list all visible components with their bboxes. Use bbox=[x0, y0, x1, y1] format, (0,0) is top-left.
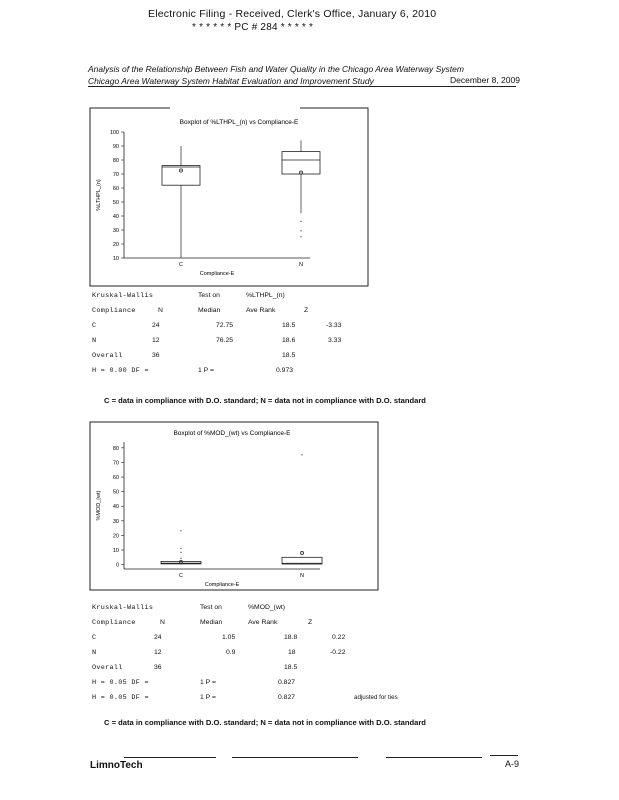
chart1-ytick-label-30: 30 bbox=[112, 228, 119, 234]
pc-number: * * * * * * PC # 284 * * * * * bbox=[192, 22, 314, 33]
t2-stat2-h: H = 0.05 DF = bbox=[92, 694, 149, 702]
chart1-ytick-label-80: 80 bbox=[112, 158, 119, 164]
t1-r2-median: 76.25 bbox=[216, 337, 234, 344]
chart2-c-outlier: * bbox=[180, 556, 182, 562]
chart2-c-outlier: * bbox=[180, 528, 182, 534]
t1-r3-group: Overall bbox=[92, 352, 123, 360]
t1-stat-p-label: 1 P = bbox=[198, 367, 214, 374]
title-rule bbox=[88, 86, 516, 87]
chart1-c-box bbox=[162, 166, 200, 186]
t1-r1-median: 72.75 bbox=[216, 322, 234, 329]
chart1-title: Boxplot of %LTHPL_(n) vs Compliance-E bbox=[179, 119, 299, 126]
report-title: Analysis of the Relationship Between Fish and Water Quality in the Chicago Area Waterway System bbox=[88, 64, 464, 74]
t2-r2-group: N bbox=[92, 649, 97, 657]
t2-r1-z: 0.22 bbox=[332, 634, 346, 641]
chart2-ytick-label-0: 0 bbox=[115, 562, 119, 569]
chart2-n-outlier: * bbox=[301, 452, 303, 458]
t2-header-teston: Test on bbox=[200, 604, 222, 611]
t1-stat-h: H = 0.00 DF = bbox=[92, 367, 149, 375]
t1-header-var: %LTHPL_(n) bbox=[246, 292, 285, 299]
chart1-n-box bbox=[282, 152, 320, 174]
t1-r2-z: 3.33 bbox=[328, 337, 342, 344]
t1-col-averank: Ave Rank bbox=[246, 307, 276, 314]
chart2-ytick-label-60: 60 bbox=[112, 475, 119, 482]
t2-r1-averank: 18.8 bbox=[284, 634, 298, 641]
t2-stat2-p-value: 0.827 bbox=[278, 694, 296, 701]
footer-rule-2 bbox=[232, 757, 358, 758]
chart1-c-mean-dot bbox=[181, 170, 182, 171]
t1-r2-n: 12 bbox=[152, 337, 160, 344]
t1-stat-p-value: 0.973 bbox=[276, 367, 294, 374]
chart2-c-mean-dot bbox=[181, 561, 182, 562]
t2-stat2-p-label: 1 P = bbox=[200, 694, 216, 701]
chart1-n-outlier: * bbox=[300, 229, 302, 235]
t2-col-averank: Ave Rank bbox=[248, 619, 278, 626]
chart1-n-mean-dot bbox=[301, 172, 302, 173]
t2-r3-averank: 18.5 bbox=[284, 664, 298, 671]
chart2-c-outlier: * bbox=[180, 550, 182, 556]
t1-r1-averank: 18.5 bbox=[282, 322, 296, 329]
t2-r1-group: C bbox=[92, 634, 97, 642]
footer-rule-3 bbox=[386, 757, 482, 758]
t2-stat1-p-label: 1 P = bbox=[200, 679, 216, 686]
chart1-ytick-label-70: 70 bbox=[112, 172, 119, 178]
t2-stat1-h: H = 0.05 DF = bbox=[92, 679, 149, 687]
chart1-ytick-label-60: 60 bbox=[112, 186, 119, 192]
t2-col-median: Median bbox=[200, 619, 223, 626]
chart2-frame bbox=[90, 422, 378, 590]
t2-r3-group: Overall bbox=[92, 664, 123, 672]
t1-r1-n: 24 bbox=[152, 322, 160, 329]
t1-r3-averank: 18.5 bbox=[282, 352, 296, 359]
boxplot-lthpl-chart bbox=[84, 100, 374, 290]
report-subtitle: Chicago Area Waterway System Habitat Evaluation and Improvement Study bbox=[88, 76, 374, 86]
footer-rule-1 bbox=[124, 757, 216, 758]
t2-r2-z: -0.22 bbox=[330, 649, 346, 656]
chart1-n-outlier: * bbox=[300, 234, 302, 240]
t1-r3-n: 36 bbox=[152, 352, 160, 359]
chart2-ytick-label-70: 70 bbox=[112, 460, 119, 467]
t2-col-n: N bbox=[160, 619, 165, 626]
chart2-c-outlier: * bbox=[180, 546, 182, 552]
chart1-ytick-label-10: 10 bbox=[112, 256, 119, 262]
t2-r3-n: 36 bbox=[154, 664, 162, 671]
t2-r2-n: 12 bbox=[154, 649, 162, 656]
chart2-ytick-label-50: 50 bbox=[112, 489, 119, 496]
boxplot-mod-chart bbox=[84, 414, 384, 600]
chart1-n-category-label: N bbox=[299, 262, 303, 268]
footer-company: LimnoTech bbox=[90, 760, 143, 771]
t1-col-median: Median bbox=[198, 307, 221, 314]
chart2-xlabel: Compliance-E bbox=[204, 582, 240, 588]
t1-r1-z: -3.33 bbox=[326, 322, 342, 329]
t2-r1-n: 24 bbox=[154, 634, 162, 641]
chart2-ytick-label-30: 30 bbox=[112, 518, 119, 525]
t1-r2-group: N bbox=[92, 337, 97, 345]
compliance-note-2: C = data in compliance with D.O. standard; N = data not in compliance with D.O. standard bbox=[104, 718, 426, 727]
t1-header-kw: Kruskal-Wallis bbox=[92, 292, 154, 300]
t1-r2-averank: 18.6 bbox=[282, 337, 296, 344]
t2-col-z: Z bbox=[308, 619, 313, 626]
t2-adjusted-note: adjusted for ties bbox=[354, 694, 398, 701]
chart2-ytick-label-20: 20 bbox=[112, 533, 119, 540]
chart1-ytick-label-40: 40 bbox=[112, 214, 119, 220]
chart1-xlabel: Compliance-E bbox=[199, 271, 235, 277]
t1-header-teston: Test on bbox=[198, 292, 220, 299]
chart2-n-mean-dot bbox=[302, 552, 303, 553]
chart2-n-category-label: N bbox=[300, 573, 304, 579]
chart2-ylabel: %MOD_(wt) bbox=[96, 490, 102, 521]
t1-col-n: N bbox=[158, 307, 163, 314]
report-date: December 8, 2009 bbox=[450, 75, 520, 85]
filing-header: Electronic Filing - Received, Clerk's Office, January 6, 2010 bbox=[148, 8, 437, 20]
chart2-ytick-label-40: 40 bbox=[112, 504, 119, 511]
t1-col-compliance: Compliance bbox=[92, 307, 136, 315]
t2-r2-averank: 18 bbox=[288, 649, 296, 656]
chart1-frame-gap bbox=[170, 104, 300, 112]
t2-stat1-p-value: 0.827 bbox=[278, 679, 296, 686]
t2-col-compliance: Compliance bbox=[92, 619, 136, 627]
chart2-ytick-label-10: 10 bbox=[112, 548, 119, 555]
footer-page-number: A-9 bbox=[505, 759, 520, 769]
chart2-title: Boxplot of %MOD_(wt) vs Compliance-E bbox=[173, 430, 291, 437]
chart1-frame bbox=[90, 108, 368, 286]
t1-col-z: Z bbox=[304, 307, 309, 314]
chart1-ytick-label-50: 50 bbox=[112, 200, 119, 206]
chart1-ylabel: %LTHPL_(n) bbox=[96, 179, 102, 211]
chart1-plot-area bbox=[96, 130, 320, 277]
chart1-ytick-label-100: 100 bbox=[109, 130, 119, 136]
t2-header-kw: Kruskal-Wallis bbox=[92, 604, 154, 612]
t2-r2-median: 0.9 bbox=[226, 649, 236, 656]
chart2-plot-area bbox=[96, 442, 322, 588]
footer-rule-4 bbox=[490, 755, 518, 756]
chart2-ytick-label-80: 80 bbox=[112, 445, 119, 452]
t2-r1-median: 1.05 bbox=[222, 634, 236, 641]
compliance-note-1: C = data in compliance with D.O. standard; N = data not in compliance with D.O. standard bbox=[104, 396, 426, 405]
chart1-c-category-label: C bbox=[179, 262, 183, 268]
chart1-n-outlier: * bbox=[300, 219, 302, 225]
chart1-ytick-label-90: 90 bbox=[112, 144, 119, 150]
chart1-ytick-label-20: 20 bbox=[112, 242, 119, 248]
t2-header-var: %MOD_(wt) bbox=[248, 604, 286, 611]
chart2-c-category-label: C bbox=[179, 573, 183, 579]
t1-r1-group: C bbox=[92, 322, 97, 330]
